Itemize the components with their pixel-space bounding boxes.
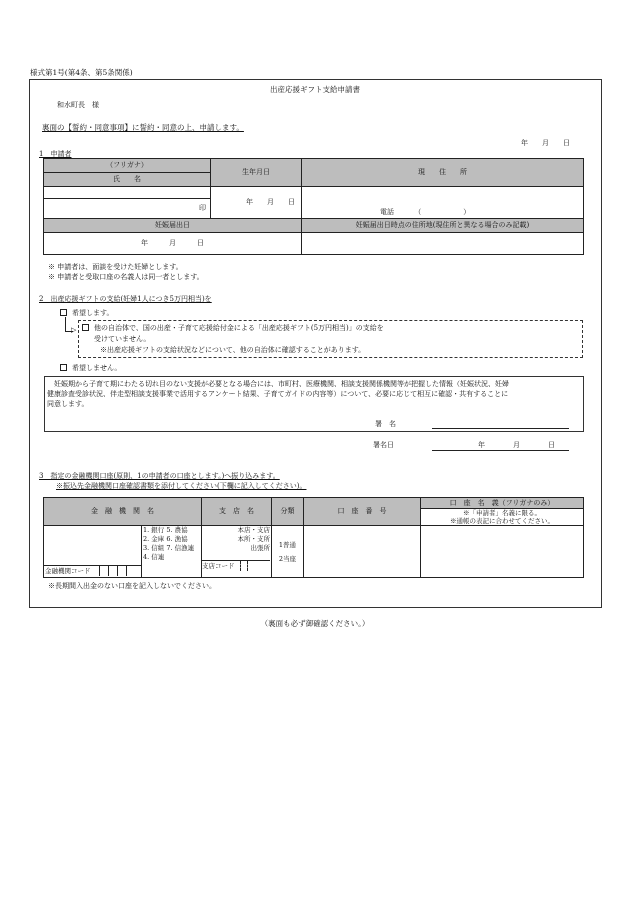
branch-type-2: 本所・支所 [237,535,270,544]
signature-label: 署 名 [375,420,396,428]
account-header [304,498,421,526]
arrow-right-icon: ▷ [71,326,77,334]
section2-heading: 2 出産応援ギフトの支給(妊婦1人につき5万円相当)を [39,295,212,303]
consent-text-1: 妊娠期から子育て期にわたる切れ目のない支援が必要となる場合には、市町村、医療機関、相談支援関係機関等が把握した情報（妊娠状況、妊婦 [54,380,509,388]
address-header [302,159,584,187]
bank-header-label: 金 融 機 関 名 [91,507,154,516]
address-label: 現 住 所 [418,168,467,177]
furigana-label: （フリガナ） [106,161,148,170]
other-municipality-text-1: 他の自治体で、国の出産・子育て応援給付金による「出産応援ギフト(5万円相当)」の支給を [94,324,384,332]
pregnancy-address-header [302,219,584,233]
branch-code-label: 支店コード [202,562,235,571]
account-holder-field[interactable] [421,526,584,578]
seal-mark: 印 [199,204,206,213]
birthdate-field[interactable] [211,187,302,219]
account-type-1: 1普通 [278,540,297,549]
bank-type-3: 3. 信組 7. 信漁連 [143,544,195,553]
bank-header [44,498,202,526]
type-header [272,498,304,526]
furigana-header [44,159,211,173]
account-number-field[interactable] [304,526,421,578]
address-field[interactable] [302,187,584,219]
no-wish-option[interactable] [60,364,121,373]
bank-type-4: 4. 信連 [143,553,165,562]
branch-type-3: 出張所 [250,544,270,553]
application-date: 年 月 日 [521,139,570,147]
applicant-note-1: ※ 申請者は、面談を受けた妊婦とします。 [48,263,183,271]
birthdate-header [211,159,302,187]
other-municipality-text-2: 受けていません。 [94,335,151,343]
other-municipality-note: ※出産応援ギフトの支給状況などについて、他の自治体に確認することがあります。 [100,346,366,354]
birthdate-label: 生年月日 [242,168,270,177]
name-label: 氏 名 [113,175,141,184]
name-field[interactable] [44,199,211,219]
account-type-2: 2当座 [278,554,297,563]
bank-code-row [44,565,141,577]
no-wish-checkbox[interactable] [60,364,67,371]
pregnancy-date-label: 妊娠届出日 [155,221,190,230]
no-wish-label: 希望しません。 [72,364,122,372]
holder-note-1: ※「申請者」名義に限る。 [463,509,541,517]
bank-name-field[interactable] [44,526,142,578]
section3-sub: ※振込先金融機関口座確認書類を添付してください(下欄に記入してください)。 [56,482,307,490]
consent-line: 裏面の【誓約・同意事項】に誓約・同意の上、申請します。 [42,123,244,132]
signature-date-line[interactable] [432,450,569,451]
applicant-note-2: ※ 申請者と受取口座の名義人は同一者とします。 [48,273,204,281]
branch-code-row [202,560,270,572]
name-header [44,173,211,187]
signature-date-label: 署名日 [373,441,394,449]
branch-header-label: 支 店 名 [219,507,254,516]
form-title: 出産応援ギフト支給申請書 [270,85,360,94]
section1-heading: 1 申請者 [39,150,72,158]
type-header-label: 分類 [280,507,295,516]
section3-heading: 3 指定の金融機関口座(原則、1の申請者の口座とします。)へ振り込みます。 [39,472,280,480]
bank-type-field[interactable] [142,526,202,578]
holder-header-label: 口 座 名 義（フリガナのみ） [449,498,555,507]
bank-type-2: 2. 金庫 6. 漁協 [143,535,188,544]
pregnancy-ymd: 年 月 日 [141,239,204,248]
holder-header [421,498,584,509]
consent-text-2: 健康診査受診状況、伴走型相談支援事業で活用するアンケート結果、子育てガイドの内容等）について、必要に応じて相互に確認・共有することに [47,390,509,398]
phone-label: 電話 [380,208,394,217]
applicant-table [43,158,584,255]
furigana-field[interactable] [44,187,211,199]
signature-date-ymd: 年 月 日 [478,441,555,449]
addressee: 和水町長 様 [57,101,99,109]
bank-table [43,497,584,578]
pregnancy-date-field[interactable] [44,233,302,255]
pregnancy-address-label: 妊娠届出日時点の住所地(現住所と異なる場合のみ記載) [355,221,530,230]
account-header-label: 口 座 番 号 [337,507,387,516]
wish-label: 希望します。 [72,309,114,317]
branch-type-1: 本店・支店 [237,526,270,535]
wish-checkbox[interactable] [60,309,67,316]
birthdate-ymd: 年 月 日 [246,198,295,207]
other-municipality-option[interactable] [82,324,384,333]
pregnancy-address-field[interactable] [302,233,584,255]
account-type-field[interactable] [272,526,304,578]
branch-field[interactable] [202,526,272,578]
form-number: 様式第1号(第4条、第5条関係) [30,68,133,77]
holder-note-cell [421,509,584,526]
bank-bottom-note: ※長期間入出金のない口座を記入しないでください。 [48,582,216,590]
consent-text-3: 同意します。 [47,400,89,408]
arrow-line [65,317,66,332]
phone-parens: （ ） [414,208,471,217]
signature-line[interactable] [432,428,569,429]
bank-type-1: 1. 銀行 5. 農協 [143,526,188,535]
footer-note: （裏面も必ず御確認ください。） [260,619,370,628]
pregnancy-date-header [44,219,302,233]
branch-header [202,498,272,526]
other-municipality-checkbox[interactable] [82,324,89,331]
bank-code-label: 金融機関コード [45,567,91,576]
holder-note-2: ※通帳の表記に合わせてください。 [450,517,554,526]
wish-option[interactable] [60,309,113,318]
